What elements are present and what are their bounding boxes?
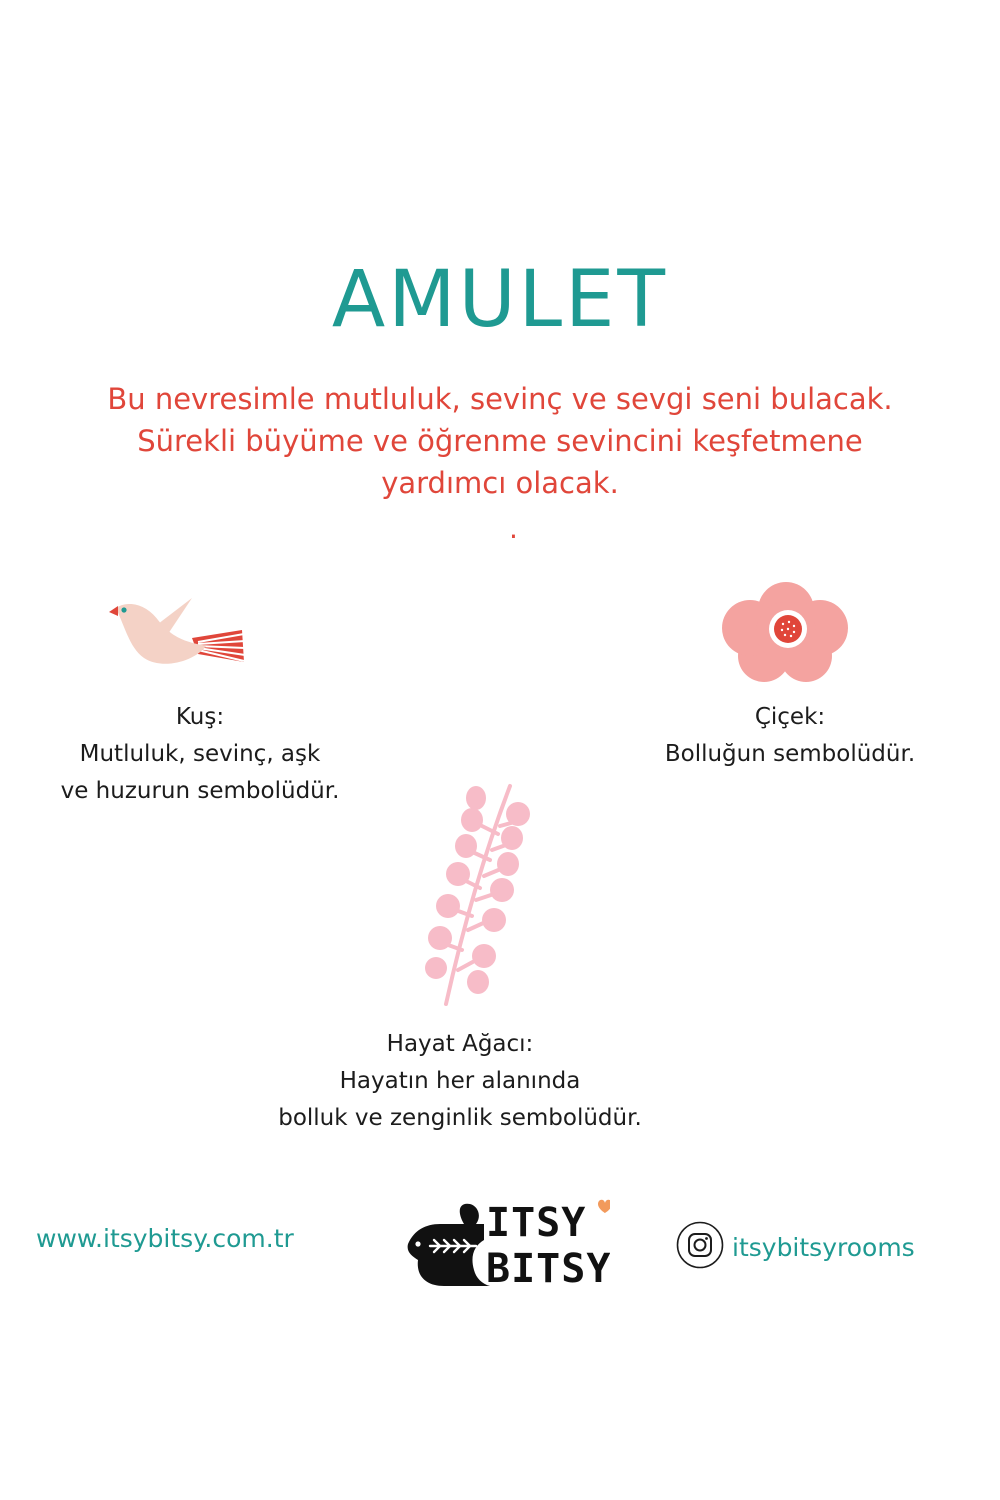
bird-icon [106, 590, 248, 674]
page-title: AMULET [331, 255, 669, 345]
bird-caption-line: ve huzurun sembolüdür. [60, 778, 340, 804]
intro-line: Sürekli büyüme ve öğrenme sevincini keşfetmene [137, 424, 863, 458]
itsy-bitsy-logo [404, 1194, 610, 1294]
intro-line: Bu nevresimle mutluluk, sevinç ve sevgi seni bulacak. [107, 382, 893, 416]
tree-caption-line: bolluk ve zenginlik sembolüdür. [278, 1105, 642, 1131]
branch-icon [418, 780, 542, 1014]
instagram-link[interactable] [676, 1221, 915, 1273]
logo-text-top: ITSY [486, 1200, 587, 1246]
logo-text-bottom: BITSY [486, 1246, 610, 1290]
intro-text [40, 378, 960, 504]
tree-caption [230, 1026, 690, 1137]
bird-caption-label: Kuş: [175, 704, 225, 730]
instagram-icon [676, 1221, 724, 1273]
flower-caption [630, 699, 950, 773]
tree-caption-line: Hayatın her alanında [339, 1068, 581, 1094]
bird-caption-line: Mutluluk, sevinç, aşk [79, 741, 321, 767]
instagram-handle[interactable]: itsybitsyrooms [732, 1232, 915, 1262]
intro-line: yardımcı olacak. [381, 466, 619, 500]
intro-dot: . [509, 512, 518, 545]
tree-caption-label: Hayat Ağacı: [386, 1031, 534, 1057]
website-link[interactable]: www.itsybitsy.com.tr [36, 1224, 294, 1253]
flower-caption-label: Çiçek: [754, 704, 826, 730]
bird-caption [30, 699, 370, 810]
flower-icon [720, 580, 852, 688]
flower-caption-line: Bolluğun sembolüdür. [664, 741, 916, 767]
